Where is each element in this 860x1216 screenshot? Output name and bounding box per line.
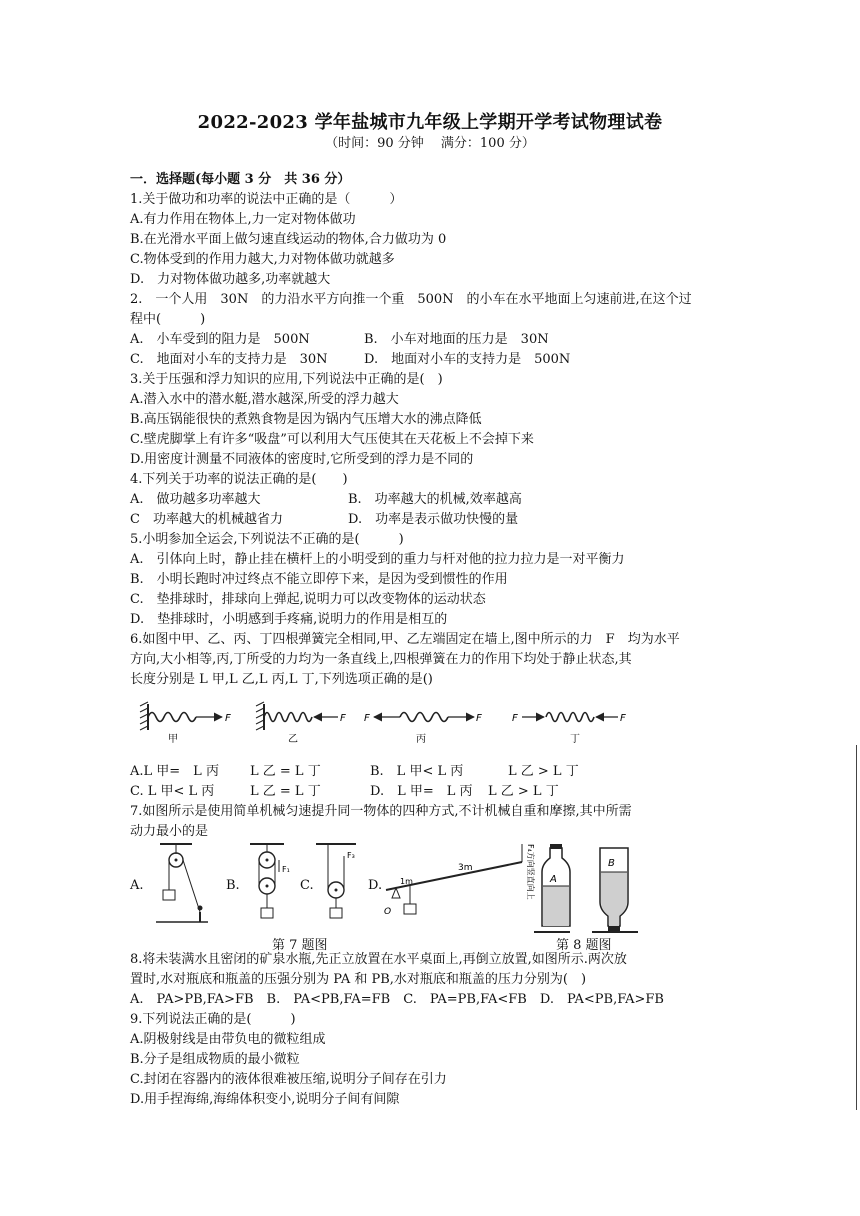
- q9-option-a: A.阴极射线是由带负电的微粒组成: [130, 1032, 326, 1047]
- spring-yi: [256, 702, 346, 745]
- page-edge-line: [856, 745, 857, 1110]
- q5-stem: 5.小明参加全运会,下列说法不正确的是( ): [130, 532, 404, 547]
- q6-stem-cont2: 长度分别是 L 甲,L 乙,L 丙,L 丁,下列选项正确的是(): [130, 672, 433, 687]
- q8-options: A. PA>PB,FA>FB B. PA<PB,FA=FB C. PA=PB,FA<FB D. PA<PB,FA>FB: [130, 992, 664, 1007]
- q6-spring-figure: [130, 690, 740, 762]
- label-ding: 丁: [570, 734, 580, 745]
- spring-bing: [364, 713, 482, 746]
- q3-stem: 3.关于压强和浮力知识的应用,下列说法中正确的是( ): [130, 372, 443, 387]
- force-label-ding-right: F: [620, 713, 626, 724]
- force-label-ding-left: F: [512, 713, 518, 724]
- fixed-pulley-figure: [156, 844, 208, 922]
- q6-stem-cont1: 方向,大小相等,丙,丁所受的力均为一条直线上,四根弹簧在力的作用下均处于静止状态,其: [130, 652, 632, 667]
- q1-option-d: D. 力对物体做功越多,功率就越大: [130, 272, 331, 287]
- bottle-b-label: B: [608, 858, 615, 869]
- q6-option-d: D. L 甲= L 丙: [370, 784, 473, 799]
- q7-label-d: D.: [368, 878, 383, 893]
- q2-options-row2: [130, 350, 740, 370]
- q7-q8-figures: [130, 842, 740, 953]
- q6-options-row1: [130, 762, 740, 782]
- q9-option-d: D.用手捏海绵,海绵体积变小,说明分子间有间隙: [130, 1092, 400, 1107]
- q9-stem: 9.下列说法正确的是( ): [130, 1012, 296, 1027]
- q6-option-b: B. L 甲< L 丙: [370, 764, 464, 779]
- q5-option-b: B. 小明长跑时冲过终点不能立即停下来，是因为受到惯性的作用: [130, 572, 508, 587]
- q3-option-d: D.用密度计测量不同液体的密度时,它所受到的浮力是不同的: [130, 452, 474, 467]
- q6-stem: 6.如图中甲、乙、丙、丁四根弹簧完全相同,甲、乙左端固定在墙上,图中所示的力 F 均为水平: [130, 632, 680, 647]
- movable-pulley-figure: [316, 844, 356, 918]
- q3-option-b: B.高压锅能很快的煮熟食物是因为锅内气压增大水的沸点降低: [130, 412, 482, 427]
- spring-jia: [140, 702, 231, 745]
- pulley-block-figure: [250, 844, 290, 918]
- q2-options-row1: [130, 330, 740, 350]
- q6-option-a-2: L 乙 = L 丁: [250, 764, 321, 779]
- q8-stem-cont: 置时,水对瓶底和瓶盖的压强分别为 PA 和 PB,水对瓶底和瓶盖的压力分别为( ): [130, 972, 587, 987]
- q9-option-b: B.分子是组成物质的最小微粒: [130, 1052, 300, 1067]
- q2-option-c: C. 地面对小车的支持力是 30N: [130, 352, 328, 367]
- q7-label-a: A.: [130, 878, 144, 893]
- machines-svg: [130, 842, 740, 934]
- spring-ding: [512, 713, 626, 746]
- q6-option-c-2: L 乙 = L 丁: [250, 784, 321, 799]
- q6-option-d-2: L 乙 > L 丁: [488, 784, 559, 799]
- q4-stem: 4.下列关于功率的说法正确的是( ): [130, 472, 348, 487]
- label-bing: 丙: [416, 734, 426, 745]
- label-yi: 乙: [288, 734, 298, 745]
- pivot-label: O: [384, 907, 392, 917]
- length-label-3m: 3m: [458, 863, 473, 873]
- q7-label-c: C.: [300, 878, 314, 893]
- section-heading: 一．选择题(每小题 3 分 共 36 分）: [130, 172, 351, 187]
- q4-option-a: A. 做功越多功率越大: [130, 492, 261, 507]
- bottle-a-label: A: [550, 874, 557, 885]
- q2-option-a: A. 小车受到的阻力是 500N: [130, 332, 310, 347]
- q4-option-c: C 功率越大的机械越省力: [130, 512, 283, 527]
- q7-label-b: B.: [226, 878, 240, 893]
- exam-content: [130, 170, 740, 1110]
- q3-option-a: A.潜入水中的潜水艇,潜水越深,所受的浮力越大: [130, 392, 399, 407]
- force-label-f4: F₄方向竖直向上: [526, 844, 535, 900]
- q2-option-b: B. 小车对地面的压力是 30N: [364, 332, 549, 347]
- q7-stem-cont: 动力最小的是: [130, 824, 209, 839]
- q1-option-b: B.在光滑水平面上做匀速直线运动的物体,合力做功为 0: [130, 232, 447, 247]
- q6-option-a: A.L 甲= L 丙: [130, 764, 219, 779]
- q1-option-c: C.物体受到的作用力越大,力对物体做功就越多: [130, 252, 395, 267]
- q5-option-a: A. 引体向上时，静止挂在横杆上的小明受到的重力与杆对他的拉力拉力是一对平衡力: [130, 552, 625, 567]
- bottles-figure: [534, 844, 638, 932]
- q1-stem: 1.关于做功和功率的说法中正确的是（ ）: [130, 192, 403, 207]
- force-label-jia: F: [225, 713, 231, 724]
- force-label-yi: F: [340, 713, 346, 724]
- q7-stem: 7.如图所示是使用简单机械匀速提升同一物体的四种方式,不计机械自重和摩擦,其中所需: [130, 804, 632, 819]
- force-label-bing-right: F: [476, 713, 482, 724]
- q8-stem: 8.将未装满水且密闭的矿泉水瓶,先正立放置在水平桌面上,再倒立放置,如图所示.两次放: [130, 952, 627, 967]
- force-label-bing-left: F: [364, 713, 370, 724]
- q2-option-d: D. 地面对小车的支持力是 500N: [364, 352, 571, 367]
- q6-option-c: C. L 甲< L 丙: [130, 784, 215, 799]
- q4-option-d: D. 功率是表示做功快慢的量: [348, 512, 519, 527]
- length-label-1m: 1m: [400, 877, 413, 886]
- q2-stem: 2. 一个人用 30N 的力沿水平方向推一个重 500N 的小车在水平地面上匀速前进,在这个过: [130, 292, 692, 307]
- page-title: 2022-2023 学年盐城市九年级上学期开学考试物理试卷: [197, 112, 663, 133]
- label-jia: 甲: [168, 734, 178, 745]
- q1-option-a: A.有力作用在物体上,力一定对物体做功: [130, 212, 356, 227]
- q2-stem-cont: 程中( ): [130, 312, 206, 327]
- q5-option-d: D. 垫排球时，小明感到手疼痛,说明力的作用是相互的: [130, 612, 448, 627]
- force-label-f3: F₃: [347, 851, 355, 860]
- figure-8-caption: 第 8 题图: [556, 938, 612, 953]
- q6-option-b-2: L 乙 > L 丁: [508, 764, 579, 779]
- force-label-f1: F₁: [282, 865, 290, 874]
- q5-option-c: C. 垫排球时，排球向上弹起,说明力可以改变物体的运动状态: [130, 592, 486, 607]
- q6-options-row2: [130, 782, 740, 802]
- figure-7-caption: 第 7 题图: [272, 938, 328, 953]
- q3-option-c: C.壁虎脚掌上有许多“吸盘”可以利用大气压使其在天花板上不会掉下来: [130, 432, 534, 447]
- exam-info: （时间：90 分钟 满分：100 分）: [325, 136, 535, 151]
- q4-options-row1: [130, 490, 740, 510]
- lever-figure: [384, 844, 536, 917]
- q4-options-row2: [130, 510, 740, 530]
- q9-option-c: C.封闭在容器内的液体很难被压缩,说明分子间存在引力: [130, 1072, 447, 1087]
- springs-svg: [130, 690, 740, 762]
- q4-option-b: B. 功率越大的机械,效率越高: [348, 492, 522, 507]
